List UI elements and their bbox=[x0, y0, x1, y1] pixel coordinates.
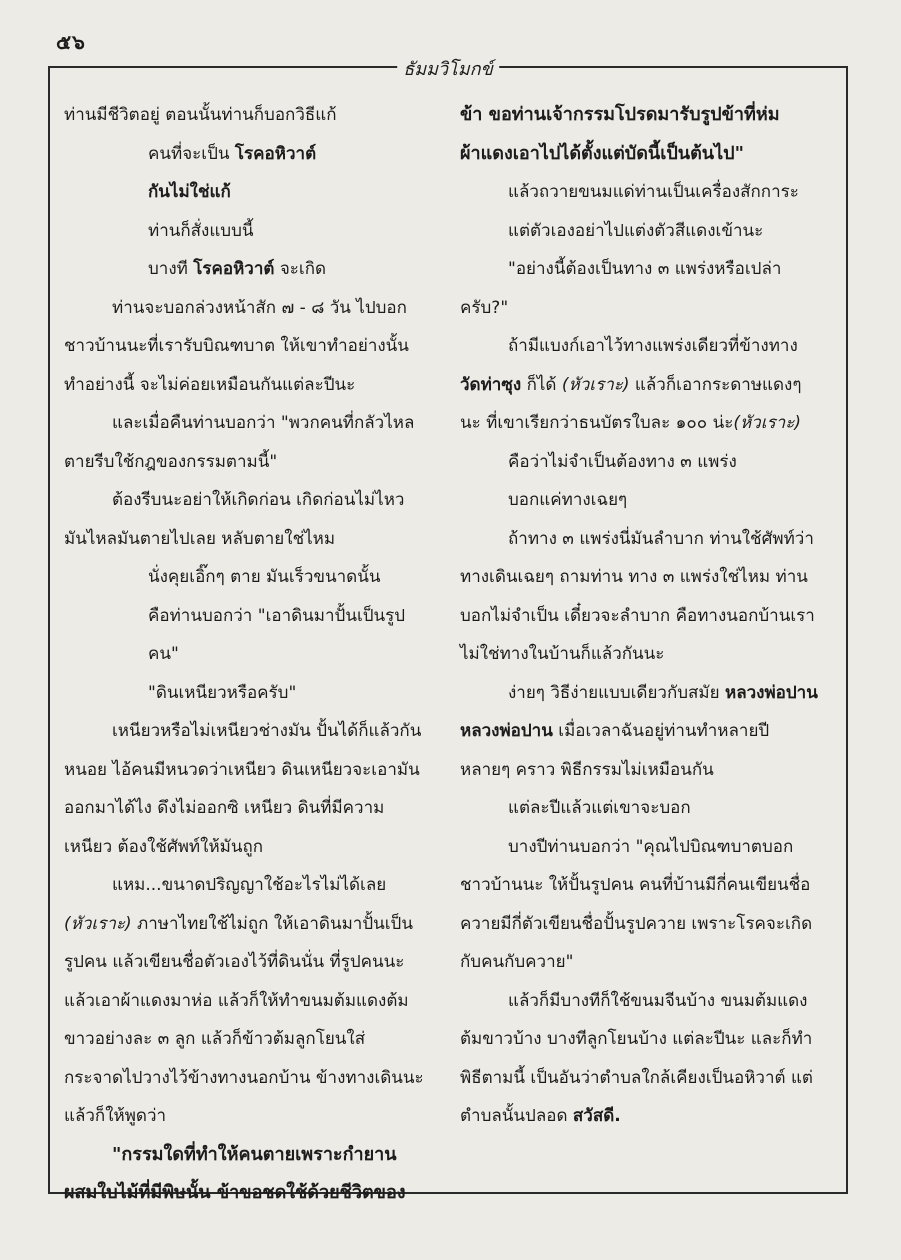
paragraph: ท่านมีชีวิตอยู่ ตอนนั้นท่านก็บอกวิธีแก้ bbox=[64, 105, 337, 125]
paragraph: คือท่านบอกว่า "เอาดินมาปั้นเป็นรูปคน" bbox=[148, 605, 406, 664]
paragraph: นั่งคุยเอิ๊กๆ ตาย มันเร็วขนาดนั้น bbox=[148, 567, 381, 587]
paragraph: เหนียวหรือไม่เหนียวช่างมัน ปั้นได้ก็แล้วกัน หนอย ไอ้คนมีหนวดว่าเหนียว ดินเหนียวจะเอามันออกมาได้ไง ดึงไม่ออกซิ เหนียว ดินที่มีความเหนียว ต้องใช้ศัพท์ให้มันถูก bbox=[64, 721, 422, 857]
paragraph: และเมื่อคืนท่านบอกว่า "พวกคนที่กลัวไหลตายรีบใช้กฎของกรรมตามนี้" bbox=[64, 413, 415, 472]
quote-paragraph: "กรรมใดที่ทำให้คนตายเพราะกำยานผสมใบไม้ที่มีพิษนั้น ข้าขอชดใช้ด้วยชีวิตของ bbox=[64, 1143, 406, 1203]
paragraph: แล้วถวายขนมแด่ท่านเป็นเครื่องสักการะ bbox=[508, 182, 799, 202]
paragraph: แล้วก็มีบางทีก็ใช้ขนมจีนบ้าง ขนมต้มแดงต้มขาวบ้าง บางทีลูกโยนบ้าง แต่ละปีนะ และก็ทำพิธีตามนี้ เป็นอันว่าตำบลใกล้เคียงเป็นอหิวาต์ แต่ตำบลนั้นปลอด สวัสดี. bbox=[460, 990, 813, 1126]
paragraph: ถ้ามีแบงก์เอาไว้ทางแพร่งเดียวที่ข้างทาง วัดท่าซุง ก็ได้ (หัวเราะ) แล้วก็เอากระดาษแดงๆ นะ ที่เขาเรียกว่าธนบัตรใบละ ๑๐๐ น่ะ(หัวเราะ) bbox=[460, 336, 802, 433]
paragraph: ง่ายๆ วิธีง่ายแบบเดียวกับสมัย หลวงพ่อปาน หลวงพ่อปาน เมื่อเวลาฉันอยู่ท่านทำหลายปี หลายๆ คราว พิธีกรรมไม่เหมือนกัน bbox=[460, 682, 818, 780]
paragraph: บอกแค่ทางเฉยๆ bbox=[508, 490, 628, 510]
paragraph: แต่ละปีแล้วแต่เขาจะบอก bbox=[508, 798, 691, 818]
quote-paragraph: ข้า ขอท่านเจ้ากรรมโปรดมารับรูปข้าที่ห่มผ้าแดงเอาไปได้ตั้งแต่บัดนี้เป็นต้นไป" bbox=[460, 104, 780, 164]
paragraph: บางที โรคอหิวาต์ จะเกิด bbox=[148, 259, 327, 279]
paragraph: บางปีท่านบอกว่า "คุณไปบิณฑบาตบอกชาวบ้านนะ ให้ปั้นรูปคน คนที่บ้านมีกี่คนเขียนชื่อ ควายมีกี่ตัวเขียนชื่อปั้นรูปควาย เพราะโรคจะเกิดกับคนกับควาย" bbox=[460, 836, 813, 972]
paragraph: ต้องรีบนะอย่าให้เกิดก่อน เกิดก่อนไม่ไหวมันไหลมันตายไปเลย หลับตายใช่ไหม bbox=[64, 490, 405, 549]
left-column bbox=[64, 96, 424, 1213]
paragraph: "อย่างนี้ต้องเป็นทาง ๓ แพร่งหรือเปล่าครับ?" bbox=[460, 259, 782, 318]
paragraph: ท่านจะบอกล่วงหน้าสัก ๗ - ๘ วัน ไปบอกชาวบ้านนะที่เรารับบิณฑบาต ให้เขาทำอย่างนั้นทำอย่างนี้ จะไม่ค่อยเหมือนกันแต่ละปีนะ bbox=[64, 297, 409, 395]
paragraph: แหม...ขนาดปริญญาใช้อะไรไม่ได้เลย (หัวเราะ) ภาษาไทยใช้ไม่ถูก ให้เอาดินมาปั้นเป็นรูปคน แล้วเขียนชื่อตัวเองไว้ที่ดินนั่น ที่รูปคนนะ แล้วเอาผ้าแดงมาห่อ แล้วก็ให้ทำขนมต้มแดงต้มขาวอย่างละ ๓ ลูก แล้วก็ข้าวต้มลูกโยนใส่กระจาดไปวางไว้ข้างทางนอกบ้าน ข้างทางเดินนะ แล้วก็ให้พูดว่า bbox=[64, 875, 424, 1126]
paragraph: คือว่าไม่จำเป็นต้องทาง ๓ แพร่ง bbox=[508, 451, 737, 472]
paragraph: คนที่จะเป็น โรคอหิวาต์ bbox=[148, 143, 317, 164]
right-column bbox=[460, 96, 820, 1136]
paragraph: แต่ตัวเองอย่าไปแต่งตัวสีแดงเข้านะ bbox=[508, 220, 764, 241]
text-frame bbox=[48, 59, 848, 1203]
paragraph: กันไม่ใช่แก้ bbox=[148, 182, 231, 202]
running-head: ธัมมวิโมกข์ bbox=[397, 54, 499, 83]
paragraph: ท่านก็สั่งแบบนี้ bbox=[148, 220, 254, 241]
paragraph: "ดินเหนียวหรือครับ" bbox=[148, 682, 297, 703]
page-number: ๕๖ bbox=[56, 30, 86, 54]
paragraph: ถ้าทาง ๓ แพร่งนี่มันลำบาก ท่านใช้ศัพท์ว่าทางเดินเฉยๆ ถามท่าน ทาง ๓ แพร่งใช่ไหม ท่านบอกไม่จำเป็น เดี๋ยวจะลำบาก คือทางนอกบ้านเราไม่ใช่ทางในบ้านก็แล้วกันนะ bbox=[460, 528, 815, 664]
